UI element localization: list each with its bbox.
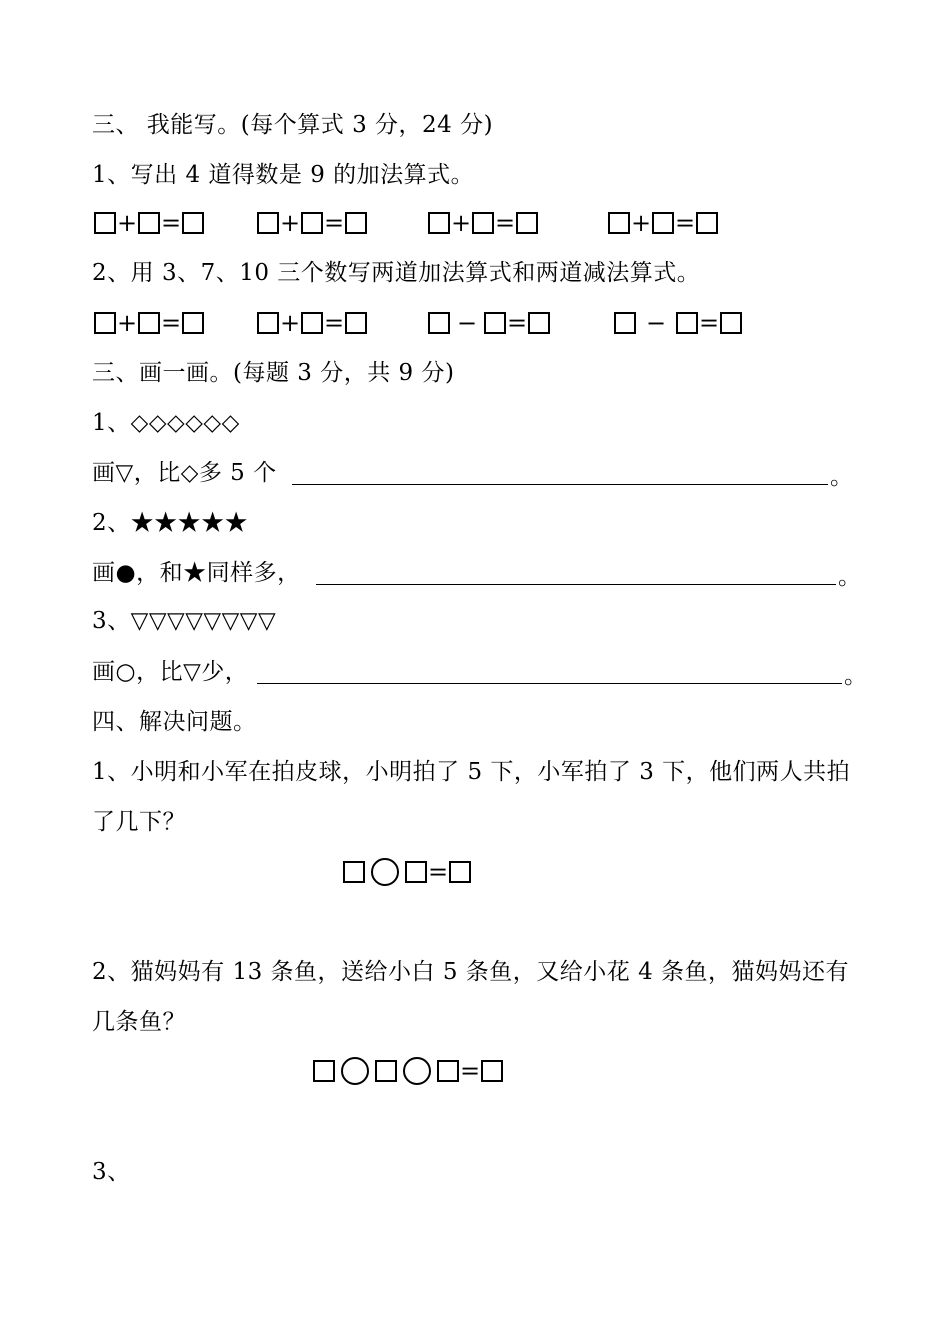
answer-box[interactable] (676, 312, 698, 334)
equals-sign: = (674, 209, 696, 237)
problem2-line2: 几条鱼？ (92, 1009, 186, 1035)
problem2-equation (313, 1056, 503, 1086)
section3-title: 三、 我能写。(每个算式 3 分，24 分) (92, 112, 494, 138)
draw2-period: 。 (838, 564, 861, 590)
equation-2-1 (94, 308, 204, 338)
answer-box[interactable] (182, 312, 204, 334)
answer-box[interactable] (94, 312, 116, 334)
equation-2-3 (428, 308, 550, 338)
equals-sign: = (160, 209, 182, 237)
operator-circle[interactable] (341, 1057, 369, 1085)
equation-1-3 (428, 208, 538, 238)
answer-box[interactable] (472, 212, 494, 234)
question1-text: 1、写出 4 道得数是 9 的加法算式。 (92, 162, 475, 188)
problem1-line1: 1、小明和小军在拍皮球，小明拍了 5 下，小军拍了 3 下，他们两人共拍 (92, 759, 851, 785)
problem2-line1: 2、猫妈妈有 13 条鱼，送给小白 5 条鱼，又给小花 4 条鱼，猫妈妈还有 (92, 959, 850, 985)
draw1-period: 。 (830, 464, 853, 490)
equation-2-4 (614, 308, 742, 338)
equation-1-1 (94, 208, 204, 238)
problem1-line2: 了几下？ (92, 809, 186, 835)
draw3-prompt: 画○，比▽少， (92, 659, 249, 685)
operator: + (116, 209, 138, 237)
problem3-label: 3、 (92, 1159, 131, 1185)
answer-box[interactable] (301, 212, 323, 234)
answer-box[interactable] (138, 312, 160, 334)
answer-box[interactable] (428, 312, 450, 334)
equation-2-2 (257, 308, 367, 338)
draw1-answer-line[interactable] (292, 484, 828, 485)
answer-box[interactable] (652, 212, 674, 234)
answer-box[interactable] (345, 212, 367, 234)
operator: + (279, 209, 301, 237)
answer-box[interactable] (345, 312, 367, 334)
equation-1-2 (257, 208, 367, 238)
answer-box[interactable] (428, 212, 450, 234)
equals-sign: = (494, 209, 516, 237)
operator: + (450, 209, 472, 237)
answer-box[interactable] (313, 1060, 335, 1082)
draw1-shapes: 1、◇◇◇◇◇◇ (92, 410, 240, 436)
equals-sign: = (160, 309, 182, 337)
answer-box[interactable] (614, 312, 636, 334)
draw-section-title: 三、画一画。(每题 3 分，共 9 分) (92, 360, 455, 386)
answer-box[interactable] (437, 1060, 459, 1082)
draw3-period: 。 (844, 663, 867, 689)
equals-sign: = (506, 309, 528, 337)
equals-sign: = (427, 858, 449, 886)
answer-box[interactable] (449, 861, 471, 883)
answer-box[interactable] (257, 312, 279, 334)
answer-box[interactable] (528, 312, 550, 334)
answer-box[interactable] (182, 212, 204, 234)
answer-box[interactable] (94, 212, 116, 234)
draw2-answer-line[interactable] (316, 584, 836, 585)
answer-box[interactable] (481, 1060, 503, 1082)
answer-box[interactable] (375, 1060, 397, 1082)
problem1-equation (343, 857, 471, 887)
draw1-prompt: 画▽，比◇多 5 个 (92, 460, 277, 486)
section4-title: 四、解决问题。 (92, 709, 257, 735)
operator-circle[interactable] (371, 858, 399, 886)
answer-box[interactable] (720, 312, 742, 334)
operator: − (645, 309, 667, 337)
equals-sign: = (323, 209, 345, 237)
answer-box[interactable] (257, 212, 279, 234)
answer-box[interactable] (696, 212, 718, 234)
answer-box[interactable] (516, 212, 538, 234)
answer-box[interactable] (343, 861, 365, 883)
answer-box[interactable] (301, 312, 323, 334)
draw2-shapes: 2、★★★★★ (92, 510, 249, 536)
operator: + (279, 309, 301, 337)
answer-box[interactable] (405, 861, 427, 883)
question2-text: 2、用 3、7、10 三个数写两道加法算式和两道减法算式。 (92, 260, 701, 286)
answer-box[interactable] (608, 212, 630, 234)
operator: − (456, 309, 478, 337)
operator-circle[interactable] (403, 1057, 431, 1085)
answer-box[interactable] (484, 312, 506, 334)
draw2-prompt: 画●，和★同样多， (92, 560, 301, 586)
equals-sign: = (698, 309, 720, 337)
draw3-answer-line[interactable] (257, 683, 842, 684)
operator: + (630, 209, 652, 237)
equals-sign: = (323, 309, 345, 337)
draw3-shapes: 3、▽▽▽▽▽▽▽▽ (92, 608, 277, 634)
operator: + (116, 309, 138, 337)
equals-sign: = (459, 1057, 481, 1085)
equation-1-4 (608, 208, 718, 238)
answer-box[interactable] (138, 212, 160, 234)
